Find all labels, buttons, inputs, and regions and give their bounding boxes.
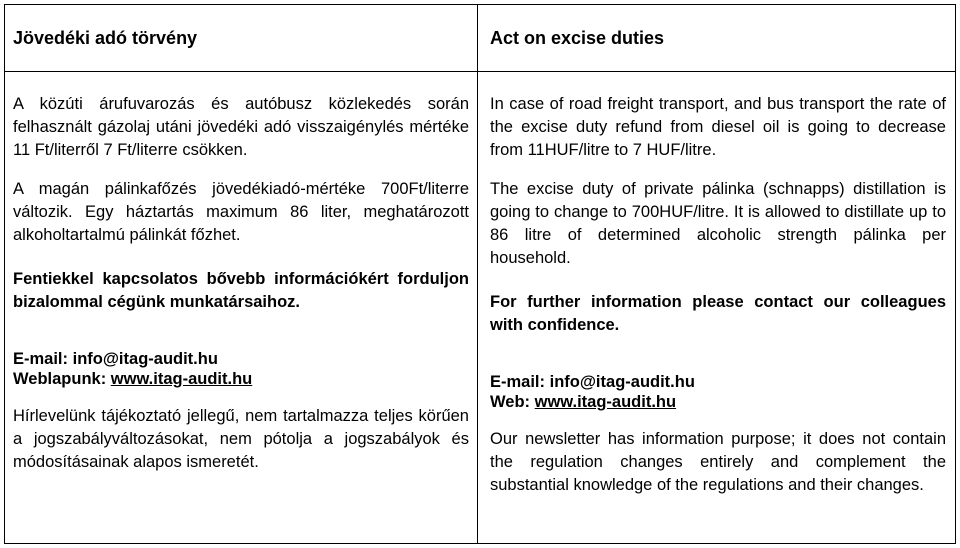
column-divider <box>477 4 478 544</box>
right-contact-note: For further information please contact our colleagues with confidence. <box>490 293 946 334</box>
right-web-link[interactable]: www.itag-audit.hu <box>534 393 677 411</box>
english-column <box>490 93 946 497</box>
left-email-label: E-mail: <box>13 350 73 368</box>
right-web-line <box>490 392 946 412</box>
table-top-border <box>4 4 956 5</box>
header-divider <box>4 71 956 72</box>
left-paragraph-1: A közúti árufuvarozás és autóbusz közlekedés során felhasznált gázolaj utáni jövedéki adó visszaigénylés mértéke 11 Ft/literről 7 Ft/literre csökken. <box>13 95 469 159</box>
right-web-label: Web: <box>490 393 535 411</box>
bilingual-table <box>4 4 956 544</box>
left-web-label: Weblapunk: <box>13 370 111 388</box>
right-disclaimer: Our newsletter has information purpose; it does not contain the regulation changes entirely and complement the substantial knowledge of the regulations and their changes. <box>490 430 946 494</box>
right-email-link[interactable]: info@itag-audit.hu <box>549 373 695 391</box>
hungarian-column <box>13 93 469 474</box>
left-web-line <box>13 369 469 389</box>
header-english <box>490 27 945 49</box>
right-title: Act on excise duties <box>490 28 665 48</box>
header-hungarian <box>13 27 468 49</box>
right-paragraph-1: In case of road freight transport, and bus transport the rate of the excise duty refund from diesel oil is going to decrease from 11HUF/litre to 7 HUF/litre. <box>490 95 946 159</box>
left-paragraph-2: A magán pálinkafőzés jövedékiadó-mértéke 700Ft/literre változik. Egy háztartás maximum 86 liter, meghatározott alkoholtartalmú pálinkát főzhet. <box>13 180 469 244</box>
left-contact-note: Fentiekkel kapcsolatos bővebb információkért forduljon bizalommal cégünk munkatársaihoz. <box>13 270 469 311</box>
left-email-link[interactable]: info@itag-audit.hu <box>72 350 218 368</box>
table-bottom-border <box>4 543 956 544</box>
table-left-border <box>4 4 5 544</box>
left-web-link[interactable]: www.itag-audit.hu <box>110 370 253 388</box>
left-email-line <box>13 349 469 369</box>
left-title: Jövedéki adó törvény <box>13 28 198 48</box>
right-paragraph-2: The excise duty of private pálinka (schnapps) distillation is going to change to 700HUF/litre. It is allowed to distillate up to 86 litre of determined alcoholic strength pálinka per household. <box>490 180 946 267</box>
right-email-label: E-mail: <box>490 373 550 391</box>
left-disclaimer: Hírlevelünk tájékoztató jellegű, nem tartalmazza teljes körűen a jogszabályváltozásokat, nem pótolja a jogszabályok és módosításainak alapos ismeretét. <box>13 407 469 471</box>
table-right-border <box>955 4 956 544</box>
right-email-line <box>490 372 946 392</box>
